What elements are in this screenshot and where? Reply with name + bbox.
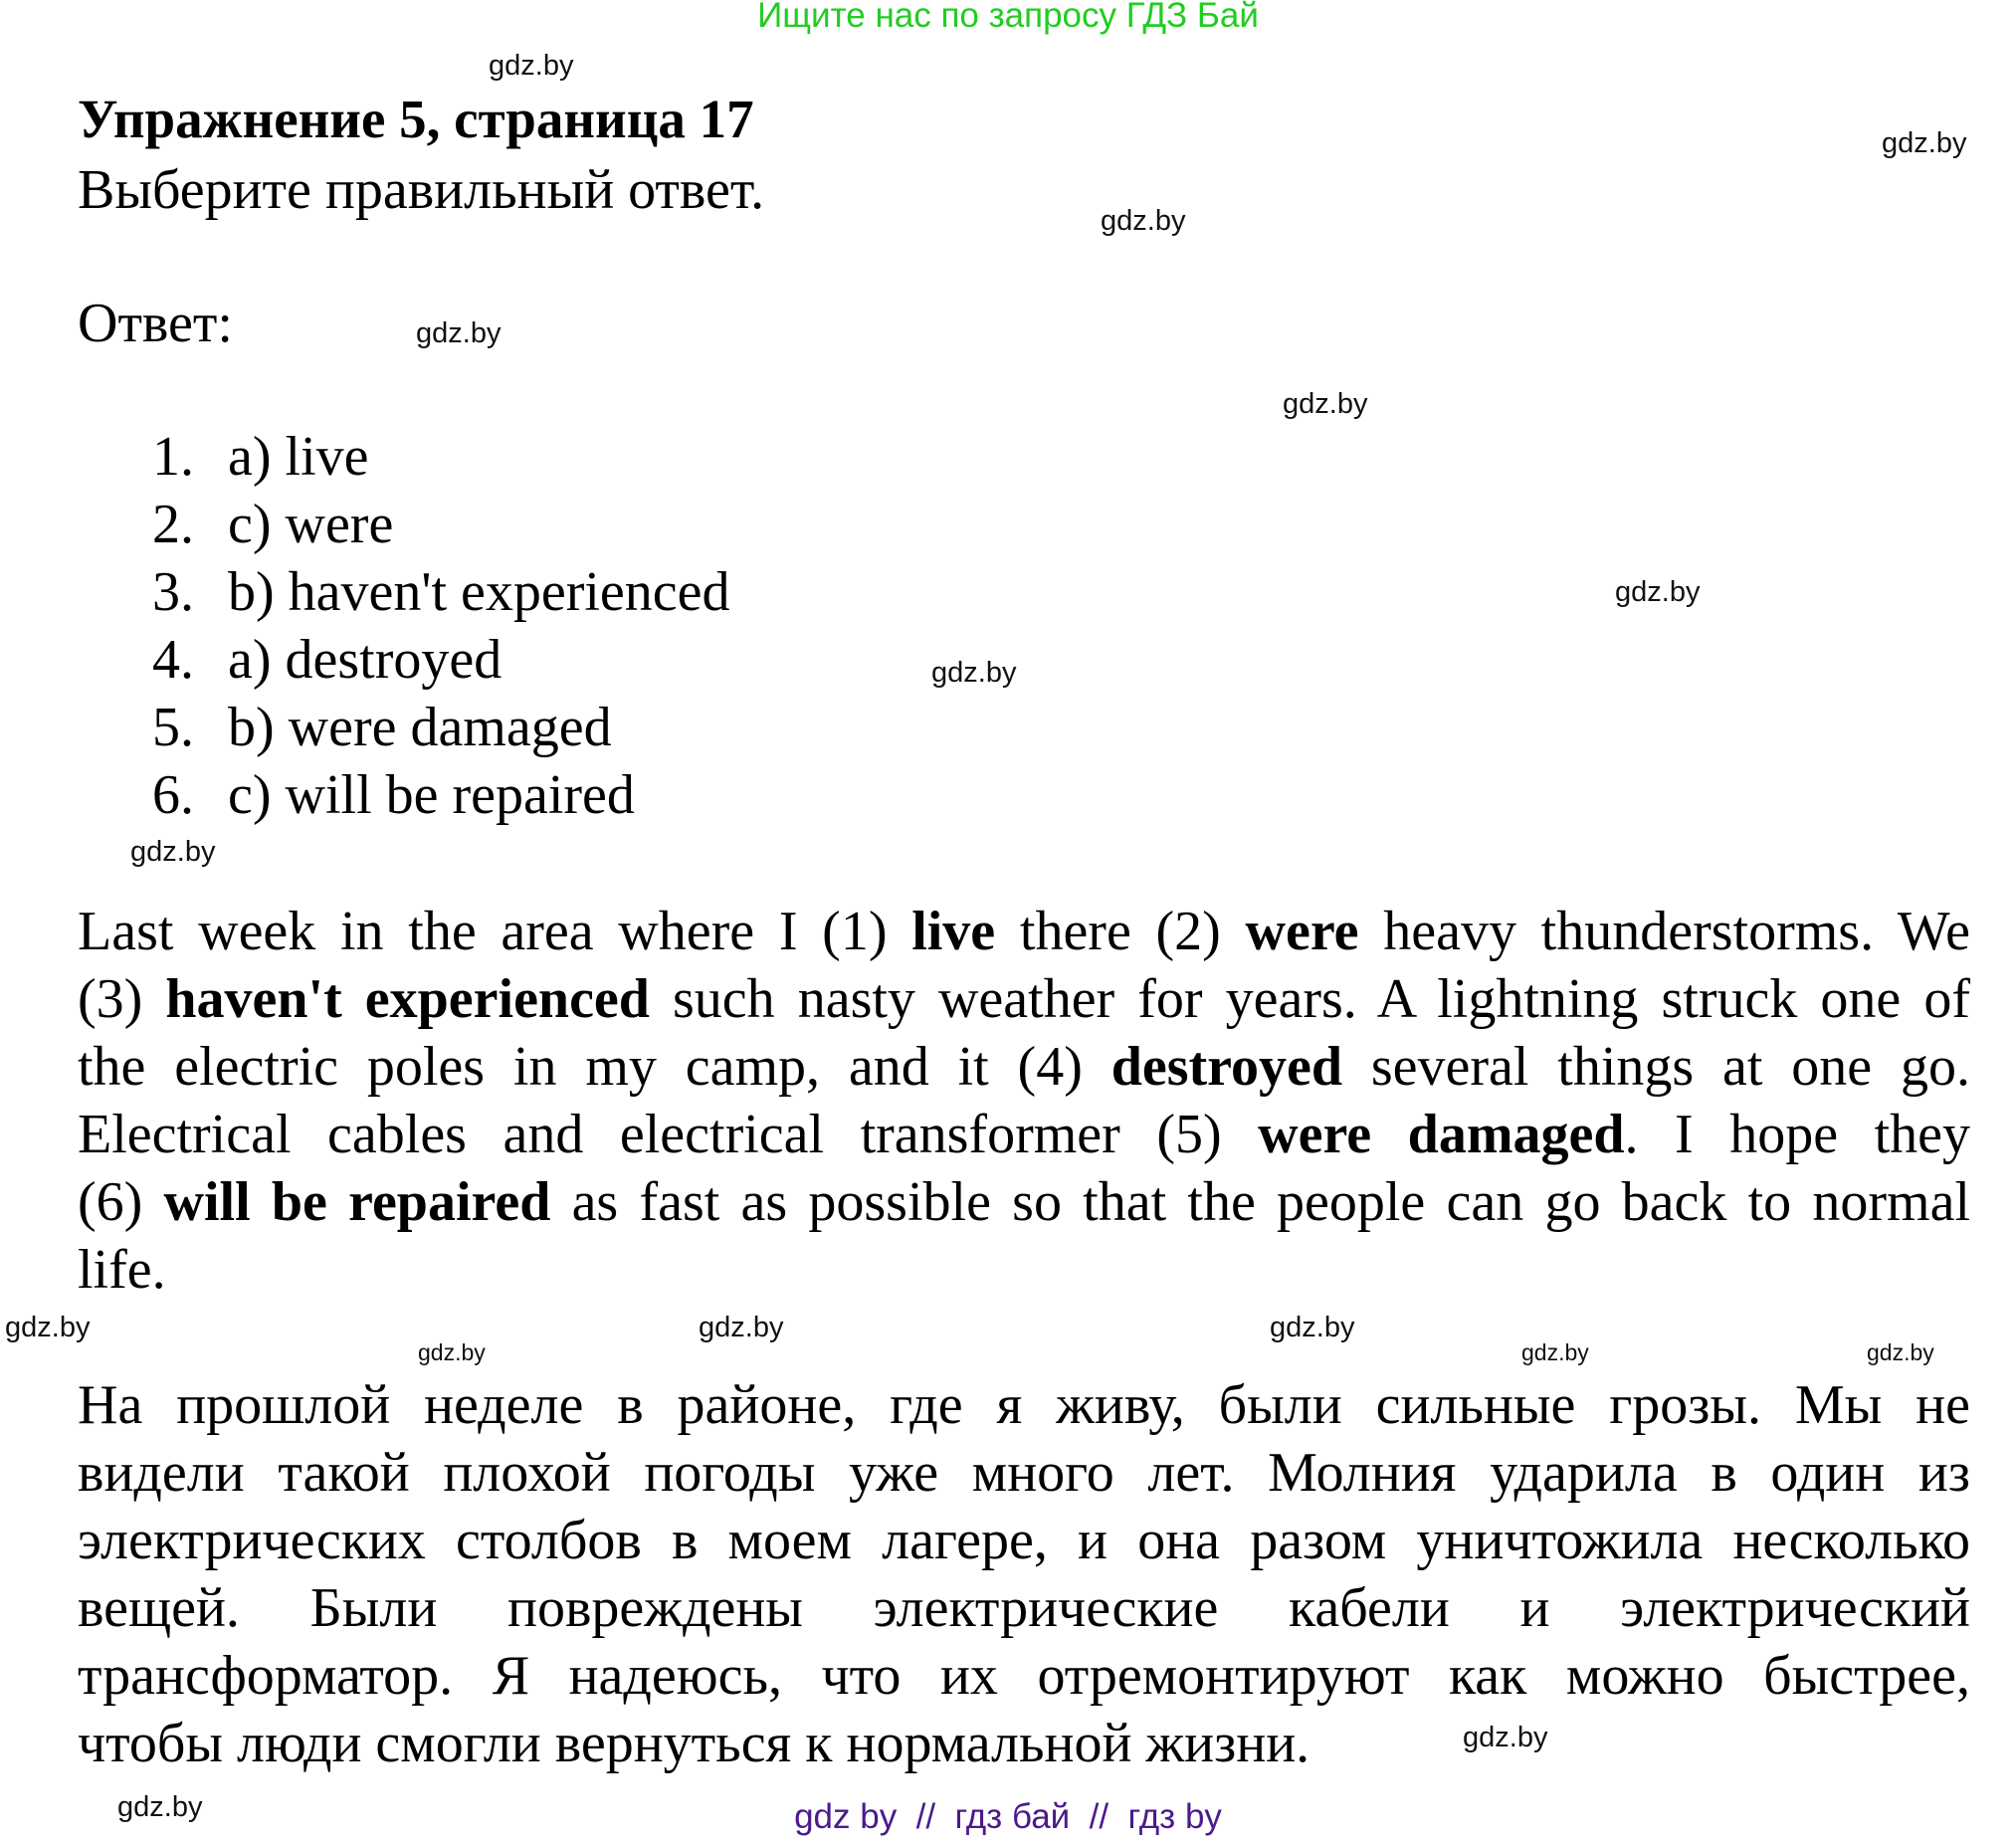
text-segment: there (2) (995, 901, 1246, 962)
answer-highlight: were (1245, 901, 1359, 962)
watermark: gdz.by (1867, 1339, 1934, 1365)
page-title: Упражнение 5, страница 17 (78, 89, 754, 149)
answer-highlight: were damaged (1258, 1104, 1625, 1165)
answer-highlight: destroyed (1110, 1036, 1342, 1098)
text-segment: the electric poles in my camp, and it (4) (78, 1036, 1111, 1098)
paragraph-line (78, 1236, 1970, 1304)
paragraph-line (78, 965, 1970, 1033)
paragraph-line (78, 1642, 1970, 1710)
paragraph-line (78, 898, 1970, 965)
list-item (152, 761, 730, 829)
item-text: b) haven't experienced (228, 561, 730, 623)
paragraph-line (78, 1033, 1970, 1101)
watermark: gdz.by (130, 836, 216, 868)
item-text: b) were damaged (228, 697, 612, 758)
text-segment: чтобы люди смогли вернуться к нормальной жизни. (78, 1713, 1310, 1774)
paragraph-line (78, 1168, 1970, 1236)
text-segment: Last week in the area where I (1) (78, 901, 912, 962)
item-number: 3. (152, 561, 194, 623)
item-text: a) live (228, 426, 369, 488)
watermark: gdz.by (1882, 127, 1967, 159)
text-segment: видели такой плохой погоды уже много лет. Молния ударила в один из (78, 1442, 1970, 1504)
list-item (152, 558, 730, 626)
item-text: a) destroyed (228, 629, 503, 691)
item-number: 1. (152, 426, 194, 488)
text-segment: На прошлой неделе в районе, где я живу, были сильные грозы. Мы не (78, 1374, 1970, 1436)
watermark: gdz.by (699, 1312, 784, 1343)
text-segment: Electrical cables and electrical transformer (5) (78, 1104, 1259, 1165)
text-segment: such nasty weather for years. A lightning struck one of (649, 968, 1970, 1030)
watermark: gdz.by (931, 657, 1017, 689)
english-paragraph (78, 898, 1970, 1304)
paragraph-line (78, 1371, 1970, 1439)
watermark: gdz.by (418, 1339, 486, 1365)
answer-highlight: haven't experienced (165, 968, 650, 1030)
watermark: gdz.by (117, 1791, 203, 1823)
paragraph-line (78, 1101, 1970, 1168)
answer-highlight: live (911, 901, 996, 962)
watermark: gdz.by (1463, 1722, 1548, 1753)
text-segment: электрических столбов в моем лагере, и она разом уничтожила несколько (78, 1510, 1970, 1571)
russian-paragraph (78, 1371, 1970, 1777)
watermark: gdz.by (1283, 388, 1368, 420)
text-segment: (3) (78, 968, 166, 1030)
list-item (152, 694, 730, 761)
paragraph-line (78, 1574, 1970, 1642)
answer-list (152, 423, 730, 829)
text-segment: вещей. Были повреждены электрические кабели и электрический (78, 1577, 1970, 1639)
item-number: 4. (152, 629, 194, 691)
text-segment: (6) (78, 1171, 164, 1233)
text-segment: life. (78, 1239, 166, 1301)
answer-label: Ответ: (78, 293, 233, 354)
answer-highlight: will be repaired (163, 1171, 551, 1233)
watermark: gdz.by (1101, 205, 1186, 237)
text-segment: several things at one go. (1341, 1036, 1970, 1098)
text-segment: as fast as possible so that the people can go back to normal (550, 1171, 1970, 1233)
list-item (152, 626, 730, 694)
task-instruction: Выберите правильный ответ. (78, 159, 765, 221)
item-number: 2. (152, 494, 194, 555)
item-number: 5. (152, 697, 194, 758)
watermark: gdz.by (1615, 576, 1701, 608)
watermark: gdz.by (1521, 1339, 1589, 1365)
watermark: gdz.by (1270, 1312, 1355, 1343)
paragraph-line (78, 1710, 1970, 1777)
watermark: gdz.by (5, 1312, 91, 1343)
watermark: gdz.by (416, 317, 502, 349)
paragraph-line (78, 1439, 1970, 1507)
text-segment: . I hope they (1624, 1104, 1970, 1165)
item-text: c) will be repaired (228, 764, 635, 826)
list-item (152, 423, 730, 491)
paragraph-line (78, 1507, 1970, 1574)
item-number: 6. (152, 764, 194, 826)
list-item (152, 491, 730, 558)
text-segment: heavy thunderstorms. We (1358, 901, 1971, 962)
item-text: c) were (228, 494, 394, 555)
search-banner: Ищите нас по запросу ГДЗ Бай (757, 0, 1259, 35)
footer-banner: gdz by // гдз бай // гдз by (794, 1797, 1222, 1836)
text-segment: трансформатор. Я надеюсь, что их отремонтируют как можно быстрее, (78, 1645, 1970, 1707)
watermark: gdz.by (489, 50, 574, 82)
